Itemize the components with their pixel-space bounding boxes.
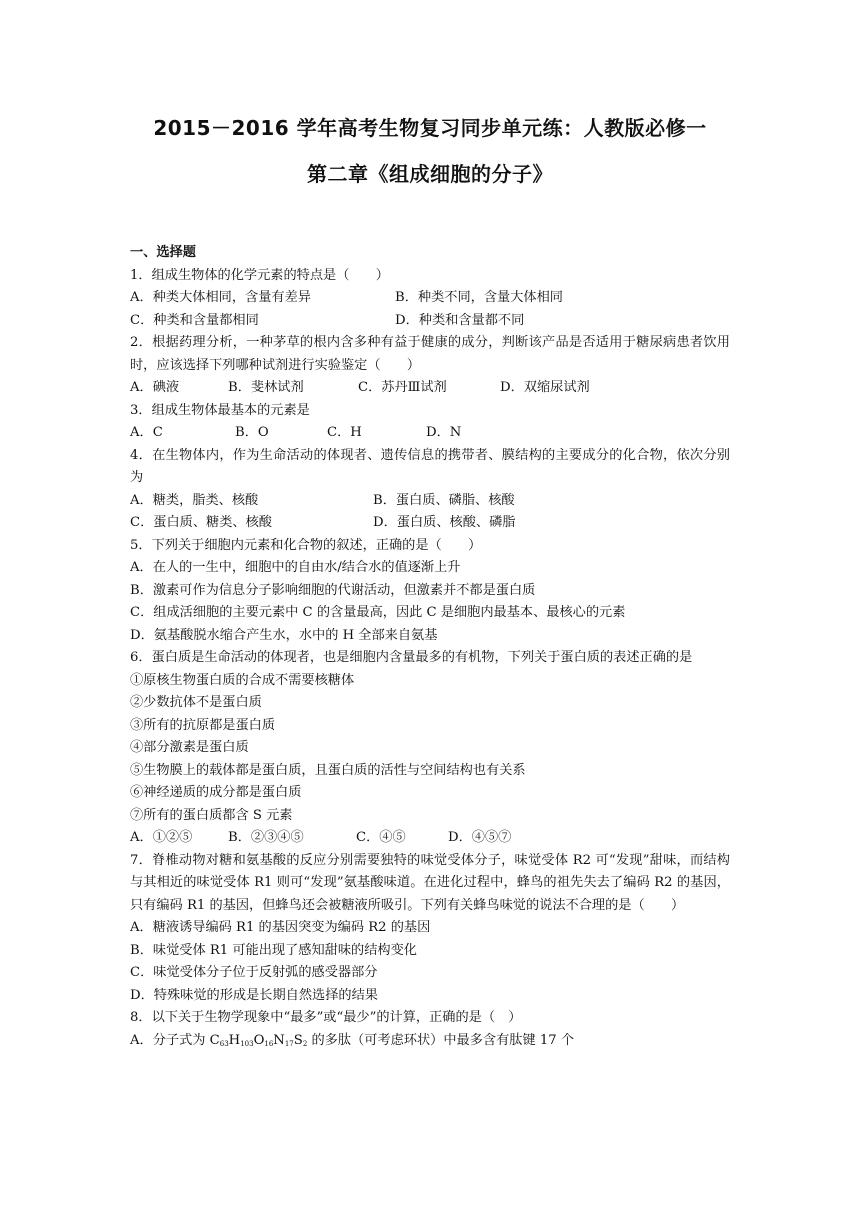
option-a: A．C (130, 425, 163, 440)
question-4-options-row (130, 512, 730, 535)
element-symbol: S (293, 1032, 303, 1048)
element-count: 16 (264, 1039, 274, 1048)
option-a-suffix: 的多肽（可考虑环状）中最多含有肽键 17 个 (307, 1032, 575, 1048)
question-6-options-row (130, 827, 730, 850)
option-a: A．糖类，脂类、核酸 (130, 492, 259, 508)
element-count: 103 (240, 1039, 254, 1048)
option-c: C．组成活细胞的主要元素中 C 的含量最高，因此 C 是细胞内最基本、最核心的元素 (130, 605, 626, 620)
element-symbol: O (253, 1032, 265, 1048)
option-d: D．氨基酸脱水缩合产生水，水中的 H 全部来自氨基 (130, 627, 438, 643)
option-b: B．②③④⑤ (228, 830, 304, 845)
molecular-formula (210, 1033, 308, 1048)
option-a: A．种类大体相同，含量有差异 (130, 290, 311, 305)
option-a (130, 1030, 730, 1053)
question-2-stem: 2．根据药理分析，一种茅草的根内含多种有益于健康的成分，判断该产品是否适用于糖尿病患者饮用时，应该选择下列哪种试剂进行实验鉴定（ ） (130, 335, 730, 373)
question-8-stem: 8．以下关于生物学现象中“最多”或“最少”的计算，正确的是（ ） (130, 1010, 522, 1025)
statement-3: ③所有的抗原都是蛋白质 (130, 717, 276, 733)
option-d: D．N (426, 425, 462, 440)
question-7-stem: 7．脊椎动物对糖和氨基酸的反应分别需要独特的味觉受体分子，味觉受体 R2 可“发现”甜味，而结构与其相近的味觉受体 R1 则可“发现”氨基酸味道。在进化过程中，蜂鸟的祖先失去了编码 R2 的基因，只有编码 R1 的基因，但蜂鸟还会被糖液所吸引。下列有关蜂鸟味觉的说法不合理的是（ ） (130, 852, 730, 913)
option-b: B．种类不同，含量大体相同 (395, 290, 563, 305)
option-b: B．斐林试剂 (228, 380, 304, 395)
option-d: D．特殊味觉的形成是长期自然选择的结果 (130, 987, 378, 1003)
question-6-stem: 6．蛋白质是生命活动的体现者，也是细胞内含量最多的有机物，下列关于蛋白质的表述正确的是 (130, 650, 693, 665)
page-title: 2015－2016 学年高考生物复习同步单元练：人教版必修一 (153, 116, 707, 140)
option-d: D．④⑤⑦ (448, 830, 512, 845)
statement-2: ②少数抗体不是蛋白质 (130, 695, 262, 710)
question-4-stem: 4．在生物体内，作为生命活动的体现者、遗传信息的携带者、膜结构的主要成分的化合物，依次分别为 (130, 447, 730, 485)
question-1-options-row (130, 310, 730, 333)
option-d: D．种类和含量都不同 (395, 312, 525, 328)
option-c: C．H (327, 425, 362, 440)
question-3-stem: 3．组成生物体最基本的元素是 (130, 402, 310, 418)
option-d: D．双缩尿试剂 (500, 380, 590, 395)
option-c: C．味觉受体分子位于反射弧的感受器部分 (130, 965, 378, 980)
option-a: A．碘液 (130, 380, 180, 395)
statement-4: ④部分激素是蛋白质 (130, 740, 249, 755)
question-2-options-row (130, 377, 730, 400)
option-a-prefix: A．分子式为 (130, 1032, 210, 1048)
question-3-options-row (130, 422, 730, 445)
option-b: B．蛋白质、磷脂、核酸 (373, 492, 515, 508)
option-c: C．苏丹Ⅲ试剂 (358, 380, 447, 395)
statement-6: ⑥神经递质的成分都是蛋白质 (130, 785, 302, 800)
element-count: 2 (302, 1039, 308, 1048)
option-a: A．①②⑤ (130, 830, 193, 845)
question-1-stem: 1．组成生物体的化学元素的特点是（ ） (130, 267, 389, 283)
option-b: B．激素可作为信息分子影响细胞的代谢活动，但激素并不都是蛋白质 (130, 582, 536, 598)
question-1-options-row (130, 287, 730, 310)
page-subtitle: 第二章《组成细胞的分子》 (307, 162, 553, 186)
option-c: C．种类和含量都相同 (130, 312, 259, 328)
element-symbol: H (228, 1032, 241, 1048)
option-b: B．O (235, 425, 269, 440)
option-c: C．蛋白质、糖类、核酸 (130, 515, 272, 530)
option-c: C．④⑤ (356, 830, 406, 845)
option-d: D．蛋白质、核酸、磷脂 (373, 515, 516, 530)
statement-1: ①原核生物蛋白质的合成不需要核糖体 (130, 672, 355, 688)
section-heading: 一、选择题 (130, 245, 196, 260)
element-count: 63 (219, 1039, 229, 1048)
question-4-options-row (130, 490, 730, 513)
statement-7: ⑦所有的蛋白质都含 S 元素 (130, 807, 293, 823)
element-count: 17 (284, 1039, 294, 1048)
option-a: A．在人的一生中，细胞中的自由水/结合水的值逐渐上升 (130, 560, 461, 575)
element-symbol: C (209, 1032, 220, 1048)
element-symbol: N (273, 1032, 285, 1048)
option-b: B．味觉受体 R1 可能出现了感知甜味的结构变化 (130, 942, 417, 958)
statement-5: ⑤生物膜上的载体都是蛋白质，且蛋白质的活性与空间结构也有关系 (130, 762, 526, 778)
question-5-stem: 5．下列关于细胞内元素和化合物的叙述，正确的是（ ） (130, 537, 482, 553)
option-a: A．糖液诱导编码 R1 的基因突变为编码 R2 的基因 (130, 920, 431, 935)
question-list (130, 242, 730, 1052)
